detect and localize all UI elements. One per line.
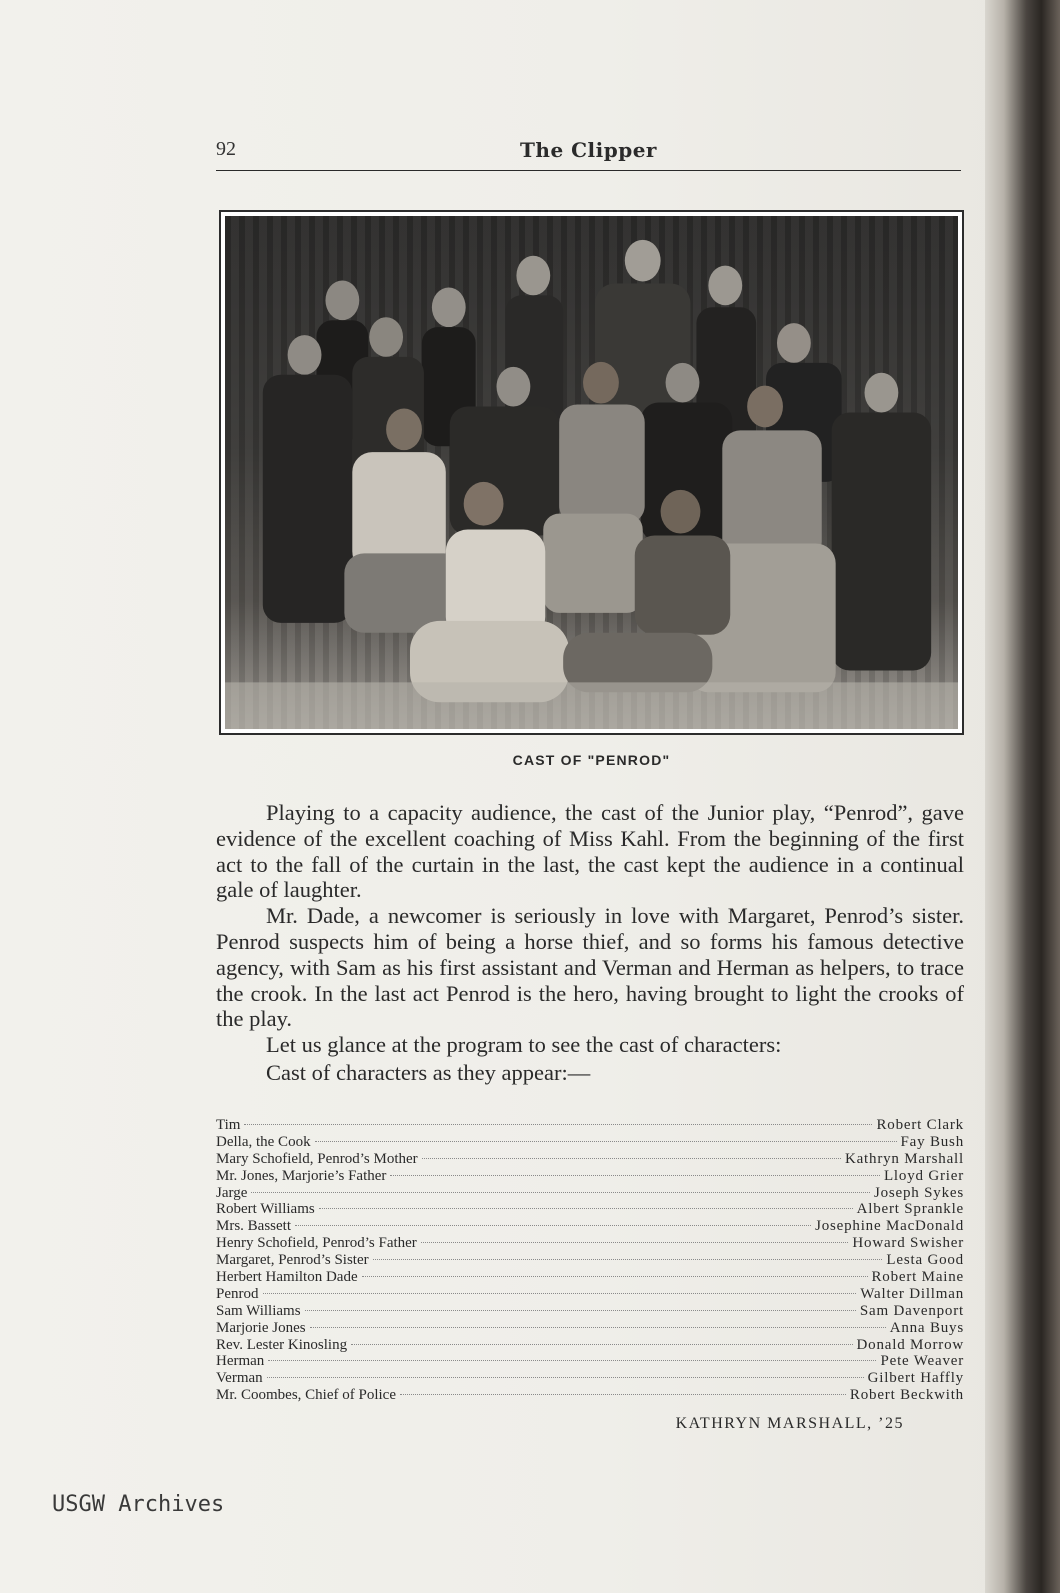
photo-caption: CAST OF "PENROD" (512, 752, 671, 768)
cast-row (216, 1370, 964, 1387)
leader-dots (362, 1276, 868, 1277)
leader-dots (315, 1141, 897, 1142)
article-body (216, 800, 964, 1086)
leader-dots (421, 1242, 849, 1243)
running-head: The Clipper (520, 138, 657, 162)
cast-role: Mary Schofield, Penrod’s Mother (216, 1150, 418, 1167)
leader-dots (267, 1377, 864, 1378)
cast-actor: Gilbert Haffly (867, 1370, 964, 1387)
cast-row (216, 1201, 964, 1218)
cast-role: Margaret, Penrod’s Sister (216, 1252, 369, 1269)
author-signature: KATHRYN MARSHALL, ’25 (675, 1415, 904, 1432)
cast-actor: Fay Bush (900, 1133, 964, 1150)
cast-actor: Josephine MacDonald (815, 1218, 964, 1235)
cast-role: Herbert Hamilton Dade (216, 1269, 358, 1286)
paragraph-1: Playing to a capacity audience, the cast of the Junior play, “Penrod”, gave evidence of the excellent coaching of Miss Kahl. From the beginning of the first act to the fall of the curtain in the last, the cast kept the audience in a continual gale of laughter. (216, 800, 964, 903)
cast-row (216, 1387, 964, 1404)
cast-row (216, 1286, 964, 1303)
cast-row (216, 1353, 964, 1370)
leader-dots (305, 1310, 856, 1311)
cast-role: Henry Schofield, Penrod’s Father (216, 1235, 417, 1252)
cast-role: Robert Williams (216, 1201, 315, 1218)
cast-photo-illustration (225, 216, 958, 729)
cast-row (216, 1117, 964, 1134)
cast-actor: Robert Clark (876, 1117, 964, 1133)
cast-row (216, 1218, 964, 1235)
page-number: 92 (216, 138, 236, 160)
cast-actor: Lesta Good (886, 1252, 964, 1269)
cast-row (216, 1235, 964, 1252)
cast-actor: Lloyd Grier (883, 1167, 964, 1184)
cast-role: Verman (216, 1370, 263, 1387)
cast-actor: Robert Maine (871, 1269, 964, 1286)
book-spine-shadow (985, 0, 1060, 1593)
leader-dots (422, 1158, 841, 1159)
leader-dots (310, 1327, 886, 1328)
cast-role: Rev. Lester Kinosling (216, 1336, 348, 1353)
cast-row (216, 1269, 964, 1286)
cast-actor: Walter Dillman (860, 1285, 964, 1302)
page-header (216, 136, 961, 171)
cast-actor: Donald Morrow (856, 1336, 964, 1353)
cast-actor: Sam Davenport (859, 1302, 964, 1319)
cast-role: Mrs. Bassett (216, 1218, 291, 1235)
cast-actor: Howard Swisher (852, 1235, 964, 1252)
cast-row (216, 1337, 964, 1354)
cast-list (216, 1117, 964, 1404)
paragraph-2: Mr. Dade, a newcomer is seriously in love with Margaret, Penrod’s sister. Penrod suspects him of being a horse thief, and so forms his famous detective agency, with Sam as his first assistant and Verman and Herman as helpers, to trace the crook. In the last act Penrod is the hero, having brought to light the crooks of the play. (216, 903, 964, 1032)
cast-actor: Pete Weaver (880, 1353, 964, 1370)
paragraph-3: Let us glance at the program to see the cast of characters: (266, 1032, 782, 1058)
cast-actor: Kathryn Marshall (844, 1150, 964, 1167)
cast-role: Tim (216, 1117, 241, 1133)
cast-role: Sam Williams (216, 1302, 301, 1319)
cast-row (216, 1168, 964, 1185)
cast-role: Jarge (216, 1184, 248, 1201)
cast-row (216, 1134, 964, 1151)
leader-dots (400, 1394, 846, 1395)
leader-dots (373, 1259, 883, 1260)
leader-dots (295, 1225, 811, 1226)
leader-dots (390, 1175, 880, 1176)
cast-role: Marjorie Jones (216, 1319, 306, 1336)
cast-role: Mr. Jones, Marjorie’s Father (216, 1167, 387, 1184)
leader-dots (263, 1293, 857, 1294)
cast-role: Herman (216, 1353, 265, 1370)
cast-photo-frame (219, 210, 964, 735)
cast-actor: Joseph Sykes (873, 1184, 964, 1201)
cast-actor: Robert Beckwith (849, 1387, 964, 1404)
archive-watermark: USGW Archives (52, 1492, 225, 1517)
leader-dots (319, 1208, 853, 1209)
leader-dots (251, 1192, 870, 1193)
cast-role: Mr. Coombes, Chief of Police (216, 1387, 396, 1404)
cast-row (216, 1252, 964, 1269)
cast-intro: Cast of characters as they appear:— (266, 1059, 591, 1085)
leader-dots (244, 1124, 872, 1125)
cast-actor: Albert Sprankle (856, 1201, 964, 1218)
leader-dots (351, 1344, 852, 1345)
cast-row (216, 1303, 964, 1320)
leader-dots (268, 1360, 876, 1361)
cast-actor: Anna Buys (889, 1319, 964, 1336)
cast-row (216, 1320, 964, 1337)
cast-role: Penrod (216, 1285, 259, 1302)
cast-photo (225, 216, 958, 729)
cast-role: Della, the Cook (216, 1133, 311, 1150)
cast-row (216, 1185, 964, 1202)
cast-row (216, 1151, 964, 1168)
